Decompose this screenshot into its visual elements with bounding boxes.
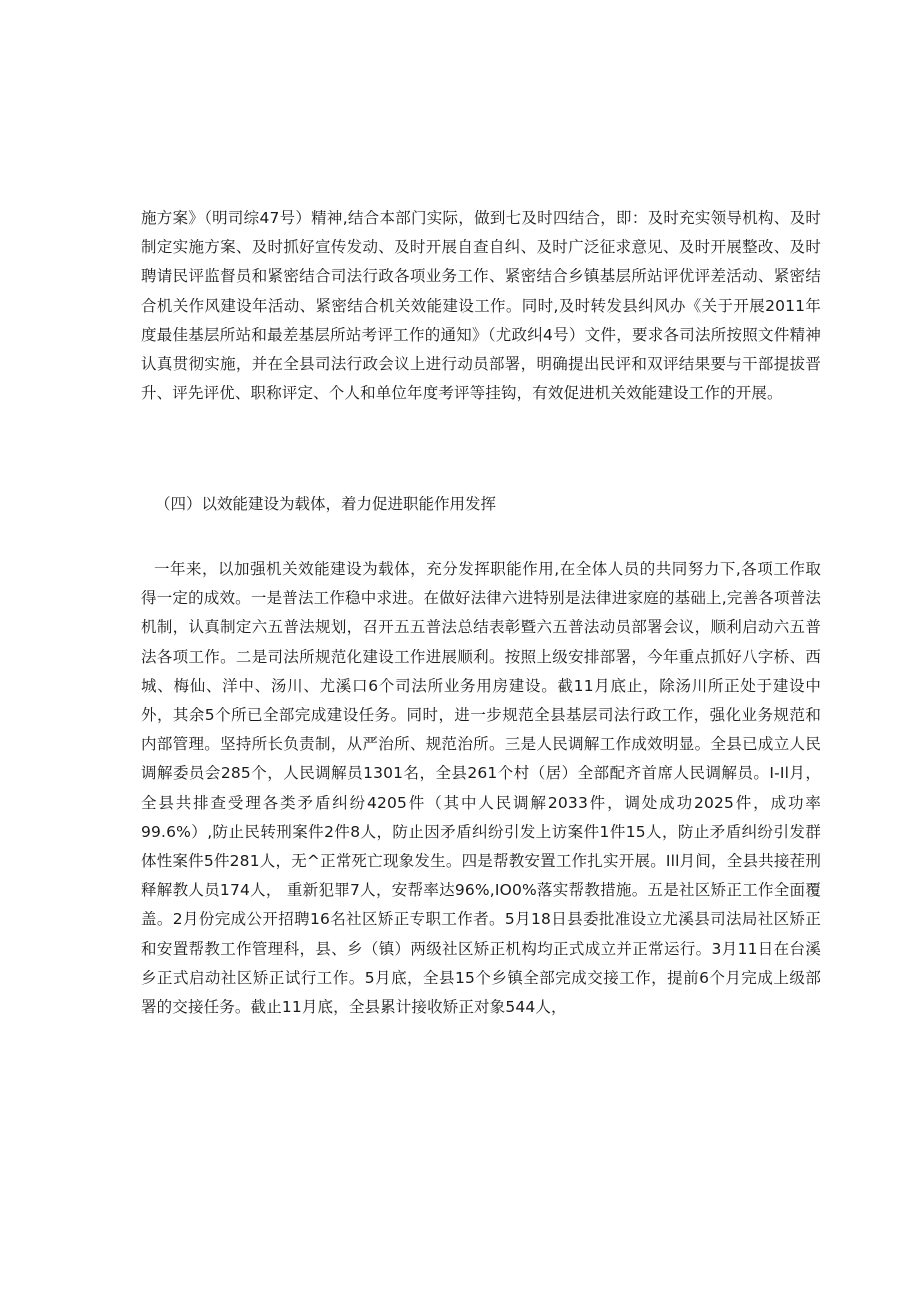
section-heading: （四）以效能建设为载体，着力促进职能作用发挥 <box>155 495 497 513</box>
body-paragraph: 一年来，以加强机关效能建设为载体，充分发挥职能作用,在全体人员的共同努力下,各项工作取得一定的成效。一是普法工作稳中求进。在做好法律六进特别是法律进家庭的基础上,完善各项普法机制，认真制定六五普法规划，召开五五普法总结表彰暨六五普法动员部署会议，顺利启动六五普法各项工作。二是司法所规范化建设工作进展顺利。按照上级安排部署，今年重点抓好八字桥、西城、梅仙、洋中、汤川、尤溪口6个司法所业务用房建设。截11月底止，除汤川所正处于建设中外，其余5个所已全部完成建设任务。同时，进一步规范全县基层司法行政工作，强化业务规范和内部管理。坚持所长负责制，从严治所、规范治所。三是人民调解工作成效明显。全县已成立人民调解委员会285个，人民调解员1301名，全县261个村（居）全部配齐首席人民调解员。I-Il月，全县共排查受理各类矛盾纠纷4205件（其中人民调解2033件，调处成功2025件，成功率99.6%）,防止民转刑案件2件8人，防止因矛盾纠纷引发上访案件1件15人，防止矛盾纠纷引发群体性案件5件281人，无^正常死亡现象发生。四是帮教安置工作扎实开展。Ill月间，全县共接茬刑释解教人员174人， 重新犯罪7人，安帮率达96%,IO0%落实帮教措施。五是社区矫正工作全面覆盖。2月份完成公开招聘16名社区矫正专职工作者。5月18日县委批准设立尤溪县司法局社区矫正和安置帮教工作管理科，县、乡（镇）两级社区矫正机构均正式成立并正常运行。3月11日在台溪乡正式启动社区矫正试行工作。5月底，全县15个乡镇全部完成交接工作，提前6个月完成上级部署的交接任务。截止11月底，全县累计接收矫正对象544人， <box>141 560 821 1017</box>
body-paragraph: 施方案》（明司综47号）精神,结合本部门实际，做到七及时四结合，即：及时充实领导机构、及时制定实施方案、及时抓好宣传发动、及时开展自查自纠、及时广泛征求意见、及时开展整改、及时聘请民评监督员和紧密结合司法行政各项业务工作、紧密结合乡镇基层所站评优评差活动、紧密结合机关作风建设年活动、紧密结合机关效能建设工作。同时,及时转发县纠风办《关于开展2011年度最佳基层所站和最差基层所站考评工作的通知》（尤政纠4号）文件，要求各司法所按照文件精神认真贯彻实施，并在全县司法行政会议上进行动员部署，明确提出民评和双评结果要与干部提拔晋升、评先评优、职称评定、个人和单位年度考评等挂钩，有效促进机关效能建设工作的开展。 <box>141 209 821 403</box>
